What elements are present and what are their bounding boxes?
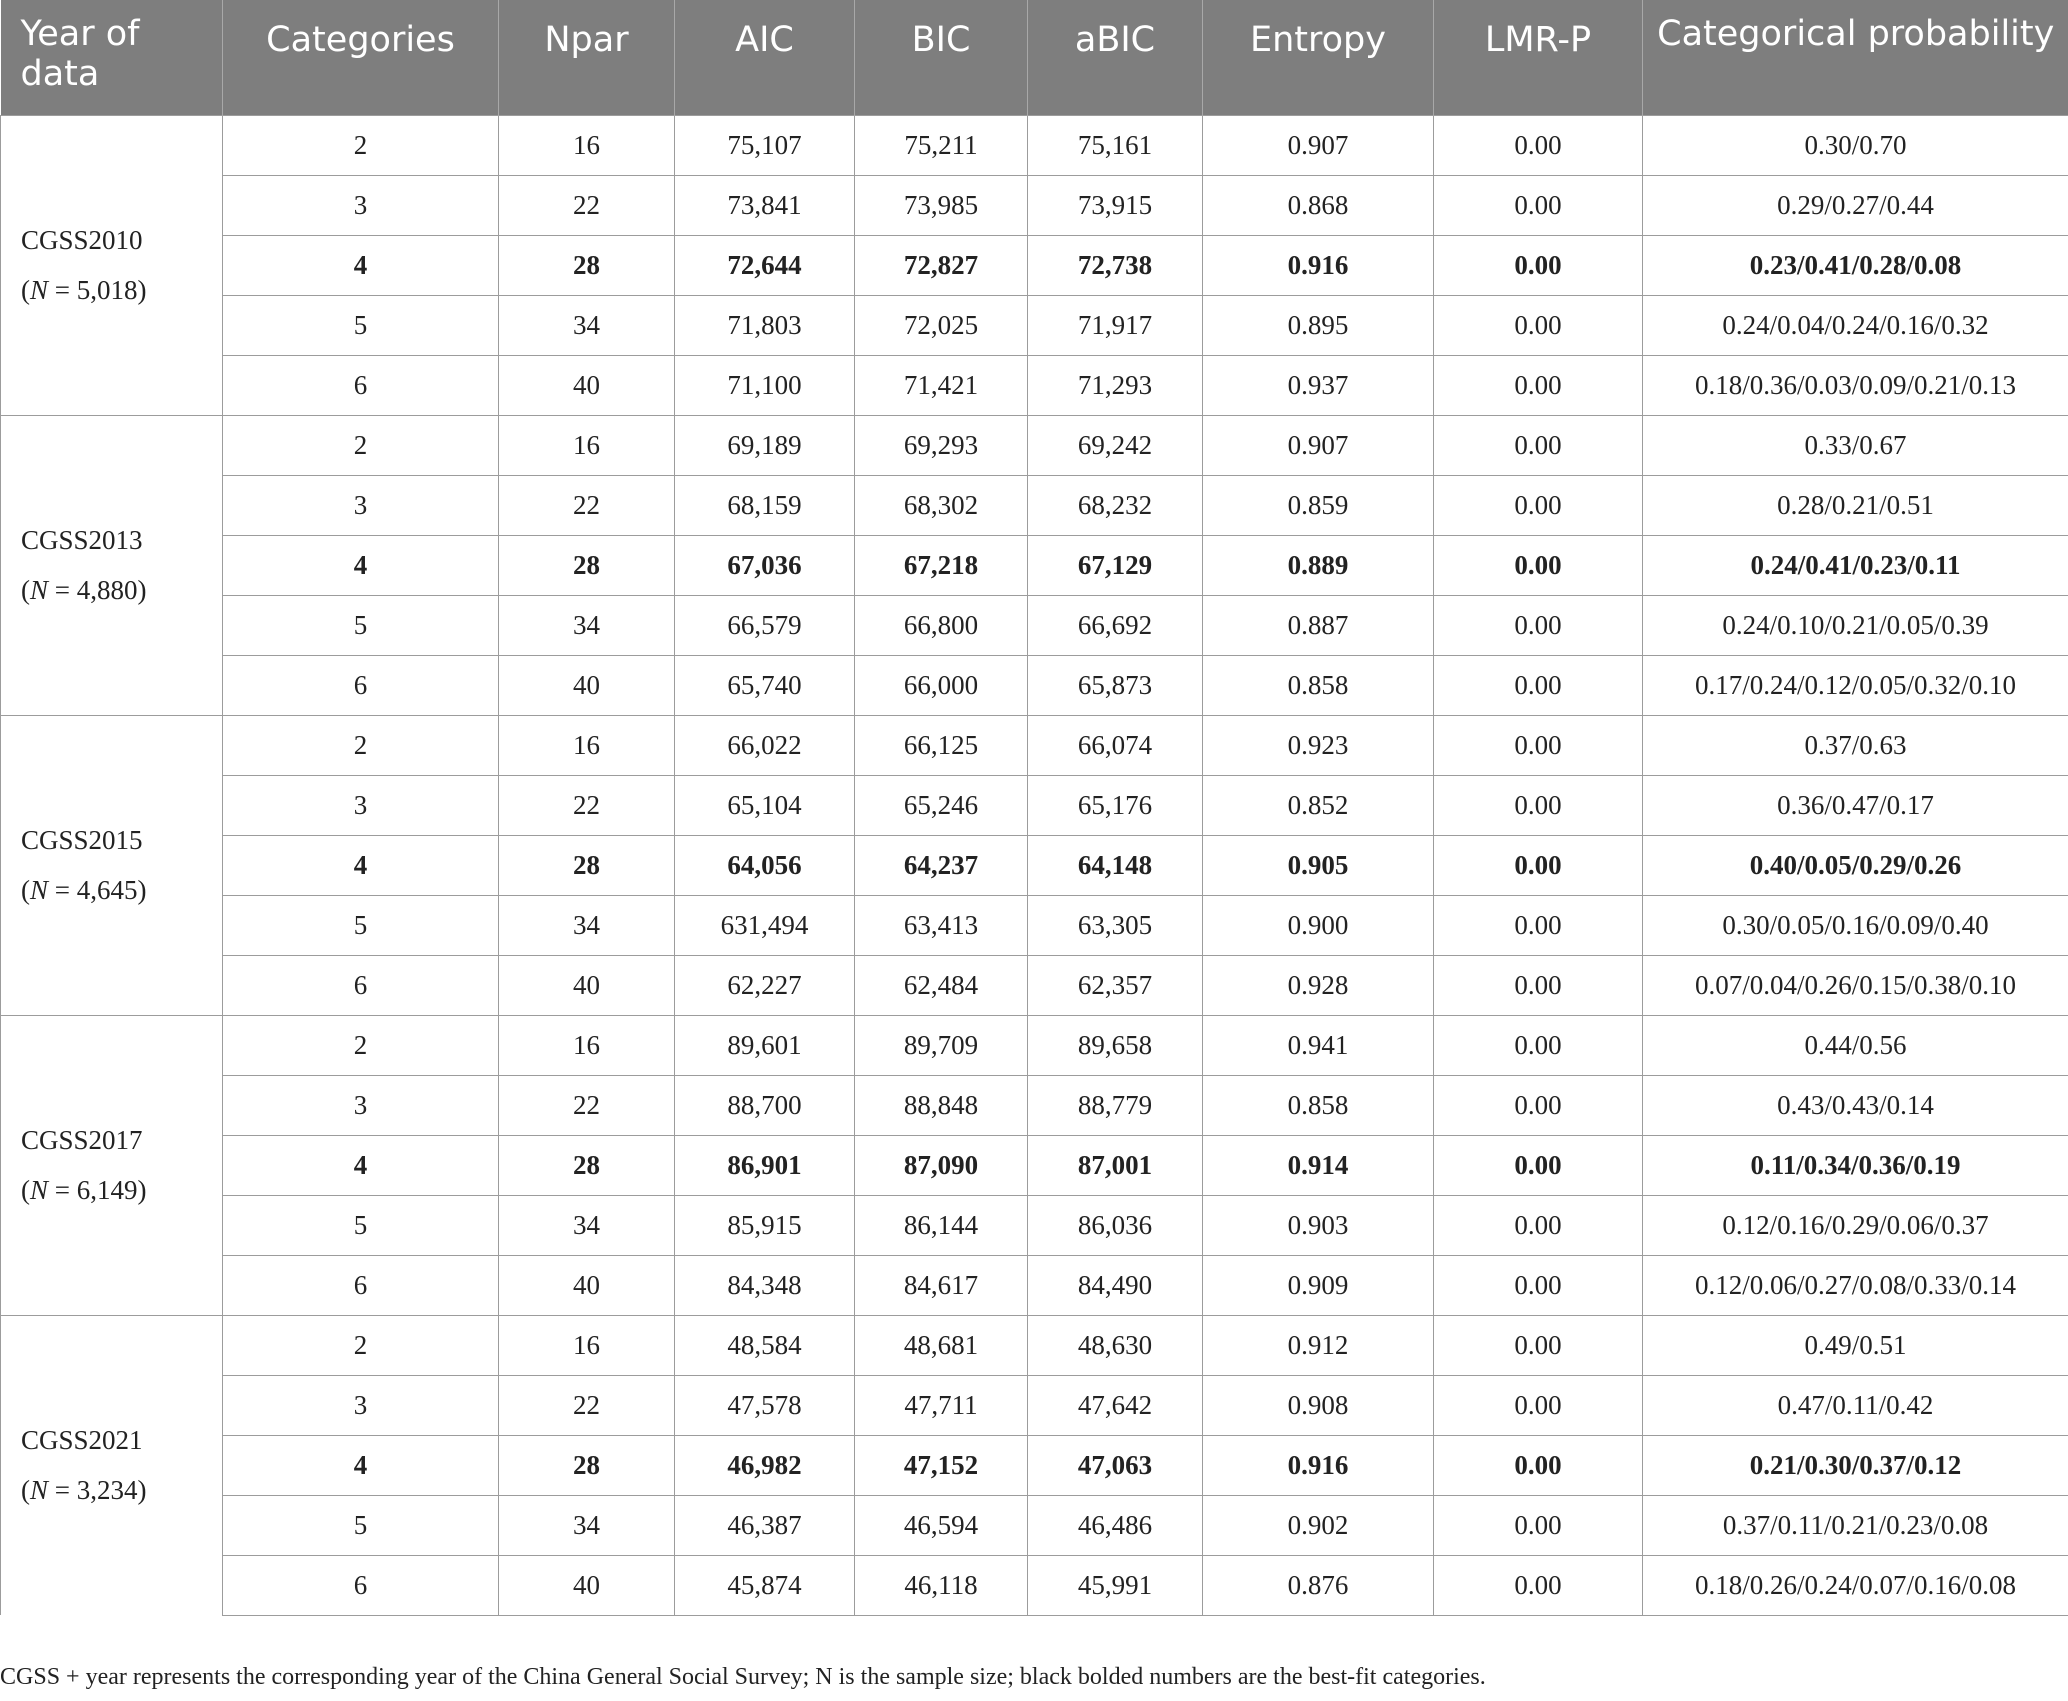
table-row [1, 115, 2068, 175]
cell-aic: 75,107 [675, 115, 855, 175]
table-row [1, 295, 2068, 355]
cell-categorical-probability: 0.24/0.10/0.21/0.05/0.39 [1643, 595, 2068, 655]
table-row [1, 655, 2068, 715]
cell-abic: 86,036 [1028, 1195, 1203, 1255]
cell-categories: 5 [223, 1495, 499, 1555]
survey-year-label: CGSS2021 [21, 1425, 143, 1456]
cell-abic: 64,148 [1028, 835, 1203, 895]
cell-entropy: 0.914 [1203, 1135, 1434, 1195]
cell-categorical-probability: 0.18/0.26/0.24/0.07/0.16/0.08 [1643, 1555, 2068, 1615]
table-row [1, 415, 2068, 475]
cell-categorical-probability: 0.44/0.56 [1643, 1015, 2068, 1075]
cell-lmr-p: 0.00 [1434, 655, 1643, 715]
cell-bic: 66,800 [855, 595, 1028, 655]
cell-lmr-p: 0.00 [1434, 775, 1643, 835]
cell-aic: 65,104 [675, 775, 855, 835]
cell-aic: 46,982 [675, 1435, 855, 1495]
table-row [1, 475, 2068, 535]
cell-categories: 5 [223, 895, 499, 955]
cell-categories: 6 [223, 955, 499, 1015]
cell-aic: 73,841 [675, 175, 855, 235]
cell-aic: 62,227 [675, 955, 855, 1015]
cell-lmr-p: 0.00 [1434, 415, 1643, 475]
cell-npar: 22 [499, 775, 675, 835]
header-aic: AIC [675, 0, 855, 115]
cell-categories: 5 [223, 595, 499, 655]
cell-aic: 89,601 [675, 1015, 855, 1075]
cell-entropy: 0.937 [1203, 355, 1434, 415]
survey-group [1, 415, 2068, 715]
table-row [1, 835, 2068, 895]
table-row [1, 595, 2068, 655]
cell-npar: 28 [499, 1135, 675, 1195]
cell-bic: 73,985 [855, 175, 1028, 235]
cell-categorical-probability: 0.17/0.24/0.12/0.05/0.32/0.10 [1643, 655, 2068, 715]
cell-lmr-p: 0.00 [1434, 1075, 1643, 1135]
cell-categorical-probability: 0.29/0.27/0.44 [1643, 175, 2068, 235]
survey-group [1, 115, 2068, 415]
year-cell [1, 715, 223, 1015]
cell-lmr-p: 0.00 [1434, 1195, 1643, 1255]
cell-lmr-p: 0.00 [1434, 1015, 1643, 1075]
table-row [1, 1015, 2068, 1075]
cell-aic: 71,100 [675, 355, 855, 415]
table-row [1, 235, 2068, 295]
cell-npar: 22 [499, 175, 675, 235]
cell-abic: 88,779 [1028, 1075, 1203, 1135]
cell-lmr-p: 0.00 [1434, 175, 1643, 235]
cell-categories: 2 [223, 1015, 499, 1075]
cell-categories: 4 [223, 1135, 499, 1195]
cell-entropy: 0.905 [1203, 835, 1434, 895]
table-row [1, 355, 2068, 415]
cell-bic: 47,711 [855, 1375, 1028, 1435]
cell-npar: 16 [499, 115, 675, 175]
table-row [1, 715, 2068, 775]
cell-categorical-probability: 0.47/0.11/0.42 [1643, 1375, 2068, 1435]
cell-lmr-p: 0.00 [1434, 595, 1643, 655]
cell-lmr-p: 0.00 [1434, 715, 1643, 775]
cell-abic: 65,176 [1028, 775, 1203, 835]
survey-group [1, 1315, 2068, 1615]
cell-npar: 16 [499, 415, 675, 475]
cell-lmr-p: 0.00 [1434, 1435, 1643, 1495]
cell-lmr-p: 0.00 [1434, 235, 1643, 295]
cell-categorical-probability: 0.36/0.47/0.17 [1643, 775, 2068, 835]
cell-aic: 69,189 [675, 415, 855, 475]
cell-entropy: 0.909 [1203, 1255, 1434, 1315]
cell-npar: 22 [499, 1375, 675, 1435]
cell-categories: 2 [223, 1315, 499, 1375]
cell-entropy: 0.907 [1203, 415, 1434, 475]
cell-categories: 6 [223, 1255, 499, 1315]
table-row [1, 1135, 2068, 1195]
cell-npar: 16 [499, 715, 675, 775]
cell-categorical-probability: 0.40/0.05/0.29/0.26 [1643, 835, 2068, 895]
cell-categorical-probability: 0.12/0.06/0.27/0.08/0.33/0.14 [1643, 1255, 2068, 1315]
table-row [1, 1195, 2068, 1255]
cell-bic: 66,125 [855, 715, 1028, 775]
sample-size-label: (N = 5,018) [21, 275, 147, 305]
cell-abic: 68,232 [1028, 475, 1203, 535]
cell-bic: 75,211 [855, 115, 1028, 175]
cell-npar: 40 [499, 955, 675, 1015]
survey-year-label: CGSS2013 [21, 525, 143, 555]
sample-size-label: (N = 3,234) [21, 1475, 147, 1506]
cell-abic: 65,873 [1028, 655, 1203, 715]
cell-abic: 71,917 [1028, 295, 1203, 355]
cell-aic: 68,159 [675, 475, 855, 535]
cell-aic: 64,056 [675, 835, 855, 895]
cell-entropy: 0.858 [1203, 655, 1434, 715]
cell-categories: 6 [223, 655, 499, 715]
cell-aic: 48,584 [675, 1315, 855, 1375]
cell-bic: 64,237 [855, 835, 1028, 895]
cell-bic: 66,000 [855, 655, 1028, 715]
cell-aic: 84,348 [675, 1255, 855, 1315]
table-row [1, 775, 2068, 835]
header-entropy: Entropy [1203, 0, 1434, 115]
cell-aic: 45,874 [675, 1555, 855, 1615]
header-lmr-p: LMR-P [1434, 0, 1643, 115]
cell-lmr-p: 0.00 [1434, 1315, 1643, 1375]
cell-categorical-probability: 0.24/0.04/0.24/0.16/0.32 [1643, 295, 2068, 355]
cell-lmr-p: 0.00 [1434, 355, 1643, 415]
cell-categories: 6 [223, 1555, 499, 1615]
cell-entropy: 0.903 [1203, 1195, 1434, 1255]
cell-bic: 48,681 [855, 1315, 1028, 1375]
cell-categorical-probability: 0.33/0.67 [1643, 415, 2068, 475]
cell-abic: 75,161 [1028, 115, 1203, 175]
cell-categories: 4 [223, 535, 499, 595]
header-npar: Npar [499, 0, 675, 115]
cell-entropy: 0.876 [1203, 1555, 1434, 1615]
cell-aic: 86,901 [675, 1135, 855, 1195]
cell-entropy: 0.858 [1203, 1075, 1434, 1135]
table-footnote: CGSS + year represents the corresponding year of the China General Social Survey; N is the sample size; black bolded numbers are the best-fit categories. [0, 1664, 1486, 1690]
cell-entropy: 0.895 [1203, 295, 1434, 355]
cell-bic: 67,218 [855, 535, 1028, 595]
cell-npar: 16 [499, 1315, 675, 1375]
cell-npar: 28 [499, 835, 675, 895]
cell-categories: 3 [223, 775, 499, 835]
cell-categorical-probability: 0.43/0.43/0.14 [1643, 1075, 2068, 1135]
cell-categories: 2 [223, 715, 499, 775]
cell-bic: 72,827 [855, 235, 1028, 295]
cell-bic: 71,421 [855, 355, 1028, 415]
cell-abic: 48,630 [1028, 1315, 1203, 1375]
cell-bic: 86,144 [855, 1195, 1028, 1255]
cell-npar: 40 [499, 355, 675, 415]
cell-categories: 3 [223, 475, 499, 535]
cell-npar: 34 [499, 895, 675, 955]
table-row [1, 535, 2068, 595]
header-row [1, 0, 2068, 115]
cell-bic: 88,848 [855, 1075, 1028, 1135]
cell-npar: 40 [499, 655, 675, 715]
cell-entropy: 0.928 [1203, 955, 1434, 1015]
cell-abic: 84,490 [1028, 1255, 1203, 1315]
cell-categories: 4 [223, 835, 499, 895]
cell-categorical-probability: 0.37/0.63 [1643, 715, 2068, 775]
cell-lmr-p: 0.00 [1434, 1495, 1643, 1555]
cell-lmr-p: 0.00 [1434, 1375, 1643, 1435]
cell-abic: 62,357 [1028, 955, 1203, 1015]
cell-categories: 2 [223, 115, 499, 175]
cell-categorical-probability: 0.18/0.36/0.03/0.09/0.21/0.13 [1643, 355, 2068, 415]
cell-npar: 34 [499, 1495, 675, 1555]
header-year: Year of data [1, 0, 223, 115]
header-categories: Categories [223, 0, 499, 115]
cell-categorical-probability: 0.24/0.41/0.23/0.11 [1643, 535, 2068, 595]
cell-entropy: 0.912 [1203, 1315, 1434, 1375]
survey-year-label: CGSS2010 [21, 225, 143, 255]
cell-bic: 63,413 [855, 895, 1028, 955]
cell-abic: 89,658 [1028, 1015, 1203, 1075]
cell-lmr-p: 0.00 [1434, 115, 1643, 175]
survey-year-label: CGSS2017 [21, 1125, 143, 1155]
cell-categorical-probability: 0.21/0.30/0.37/0.12 [1643, 1435, 2068, 1495]
cell-abic: 47,642 [1028, 1375, 1203, 1435]
cell-abic: 46,486 [1028, 1495, 1203, 1555]
cell-bic: 84,617 [855, 1255, 1028, 1315]
cell-aic: 67,036 [675, 535, 855, 595]
cell-aic: 66,022 [675, 715, 855, 775]
cell-entropy: 0.868 [1203, 175, 1434, 235]
cell-entropy: 0.916 [1203, 1435, 1434, 1495]
cell-abic: 72,738 [1028, 235, 1203, 295]
cell-categories: 3 [223, 1075, 499, 1135]
survey-year-label: CGSS2015 [21, 825, 143, 855]
cell-entropy: 0.889 [1203, 535, 1434, 595]
cell-abic: 47,063 [1028, 1435, 1203, 1495]
table-row [1, 1375, 2068, 1435]
cell-aic: 85,915 [675, 1195, 855, 1255]
survey-group [1, 715, 2068, 1015]
cell-abic: 63,305 [1028, 895, 1203, 955]
header-bic: BIC [855, 0, 1028, 115]
cell-entropy: 0.923 [1203, 715, 1434, 775]
cell-abic: 69,242 [1028, 415, 1203, 475]
table-row [1, 1315, 2068, 1375]
cell-entropy: 0.908 [1203, 1375, 1434, 1435]
cell-categorical-probability: 0.07/0.04/0.26/0.15/0.38/0.10 [1643, 955, 2068, 1015]
cell-entropy: 0.916 [1203, 235, 1434, 295]
cell-aic: 71,803 [675, 295, 855, 355]
cell-categories: 4 [223, 235, 499, 295]
cell-abic: 67,129 [1028, 535, 1203, 595]
cell-npar: 16 [499, 1015, 675, 1075]
cell-categorical-probability: 0.49/0.51 [1643, 1315, 2068, 1375]
cell-lmr-p: 0.00 [1434, 1255, 1643, 1315]
cell-npar: 28 [499, 1435, 675, 1495]
cell-bic: 72,025 [855, 295, 1028, 355]
header-categorical-probability: Categorical probability [1643, 0, 2068, 115]
table-row [1, 1255, 2068, 1315]
cell-categorical-probability: 0.30/0.05/0.16/0.09/0.40 [1643, 895, 2068, 955]
cell-categories: 2 [223, 415, 499, 475]
year-cell [1, 115, 223, 415]
cell-lmr-p: 0.00 [1434, 955, 1643, 1015]
cell-categorical-probability: 0.30/0.70 [1643, 115, 2068, 175]
cell-abic: 66,692 [1028, 595, 1203, 655]
table-row [1, 1555, 2068, 1615]
cell-lmr-p: 0.00 [1434, 295, 1643, 355]
cell-entropy: 0.859 [1203, 475, 1434, 535]
cell-lmr-p: 0.00 [1434, 1135, 1643, 1195]
cell-abic: 87,001 [1028, 1135, 1203, 1195]
cell-aic: 631,494 [675, 895, 855, 955]
sample-size-label: (N = 4,880) [21, 575, 147, 605]
cell-lmr-p: 0.00 [1434, 835, 1643, 895]
cell-aic: 66,579 [675, 595, 855, 655]
cell-lmr-p: 0.00 [1434, 895, 1643, 955]
table-row [1, 1075, 2068, 1135]
cell-abic: 71,293 [1028, 355, 1203, 415]
year-cell [1, 415, 223, 715]
cell-categories: 3 [223, 175, 499, 235]
cell-bic: 87,090 [855, 1135, 1028, 1195]
cell-entropy: 0.941 [1203, 1015, 1434, 1075]
cell-npar: 40 [499, 1555, 675, 1615]
table-row [1, 955, 2068, 1015]
table-row [1, 175, 2068, 235]
cell-bic: 47,152 [855, 1435, 1028, 1495]
table-row [1, 895, 2068, 955]
cell-categories: 4 [223, 1435, 499, 1495]
cell-aic: 65,740 [675, 655, 855, 715]
cell-bic: 69,293 [855, 415, 1028, 475]
cell-categories: 3 [223, 1375, 499, 1435]
cell-entropy: 0.900 [1203, 895, 1434, 955]
cell-npar: 34 [499, 1195, 675, 1255]
cell-entropy: 0.852 [1203, 775, 1434, 835]
table-row [1, 1495, 2068, 1555]
cell-categorical-probability: 0.11/0.34/0.36/0.19 [1643, 1135, 2068, 1195]
cell-entropy: 0.902 [1203, 1495, 1434, 1555]
survey-group [1, 1015, 2068, 1315]
cell-categorical-probability: 0.28/0.21/0.51 [1643, 475, 2068, 535]
cell-aic: 46,387 [675, 1495, 855, 1555]
cell-npar: 34 [499, 595, 675, 655]
cell-aic: 72,644 [675, 235, 855, 295]
cell-categories: 5 [223, 1195, 499, 1255]
cell-categorical-probability: 0.23/0.41/0.28/0.08 [1643, 235, 2068, 295]
cell-categorical-probability: 0.37/0.11/0.21/0.23/0.08 [1643, 1495, 2068, 1555]
cell-npar: 40 [499, 1255, 675, 1315]
header-abic: aBIC [1028, 0, 1203, 115]
cell-bic: 46,594 [855, 1495, 1028, 1555]
cell-entropy: 0.907 [1203, 115, 1434, 175]
cell-bic: 68,302 [855, 475, 1028, 535]
cell-abic: 66,074 [1028, 715, 1203, 775]
cell-abic: 45,991 [1028, 1555, 1203, 1615]
cell-bic: 62,484 [855, 955, 1028, 1015]
year-cell [1, 1315, 223, 1615]
cell-npar: 34 [499, 295, 675, 355]
sample-size-label: (N = 6,149) [21, 1175, 147, 1205]
table-header [1, 0, 2068, 115]
cell-npar: 28 [499, 235, 675, 295]
cell-npar: 22 [499, 475, 675, 535]
cell-categorical-probability: 0.12/0.16/0.29/0.06/0.37 [1643, 1195, 2068, 1255]
year-cell [1, 1015, 223, 1315]
table-row [1, 1435, 2068, 1495]
cell-abic: 73,915 [1028, 175, 1203, 235]
cell-entropy: 0.887 [1203, 595, 1434, 655]
cell-lmr-p: 0.00 [1434, 535, 1643, 595]
cell-npar: 28 [499, 535, 675, 595]
sample-size-label: (N = 4,645) [21, 875, 147, 905]
cell-npar: 22 [499, 1075, 675, 1135]
cell-aic: 88,700 [675, 1075, 855, 1135]
cell-bic: 89,709 [855, 1015, 1028, 1075]
cell-categories: 6 [223, 355, 499, 415]
cell-bic: 46,118 [855, 1555, 1028, 1615]
cell-aic: 47,578 [675, 1375, 855, 1435]
cell-bic: 65,246 [855, 775, 1028, 835]
cell-lmr-p: 0.00 [1434, 475, 1643, 535]
cell-categories: 5 [223, 295, 499, 355]
cell-lmr-p: 0.00 [1434, 1555, 1643, 1615]
